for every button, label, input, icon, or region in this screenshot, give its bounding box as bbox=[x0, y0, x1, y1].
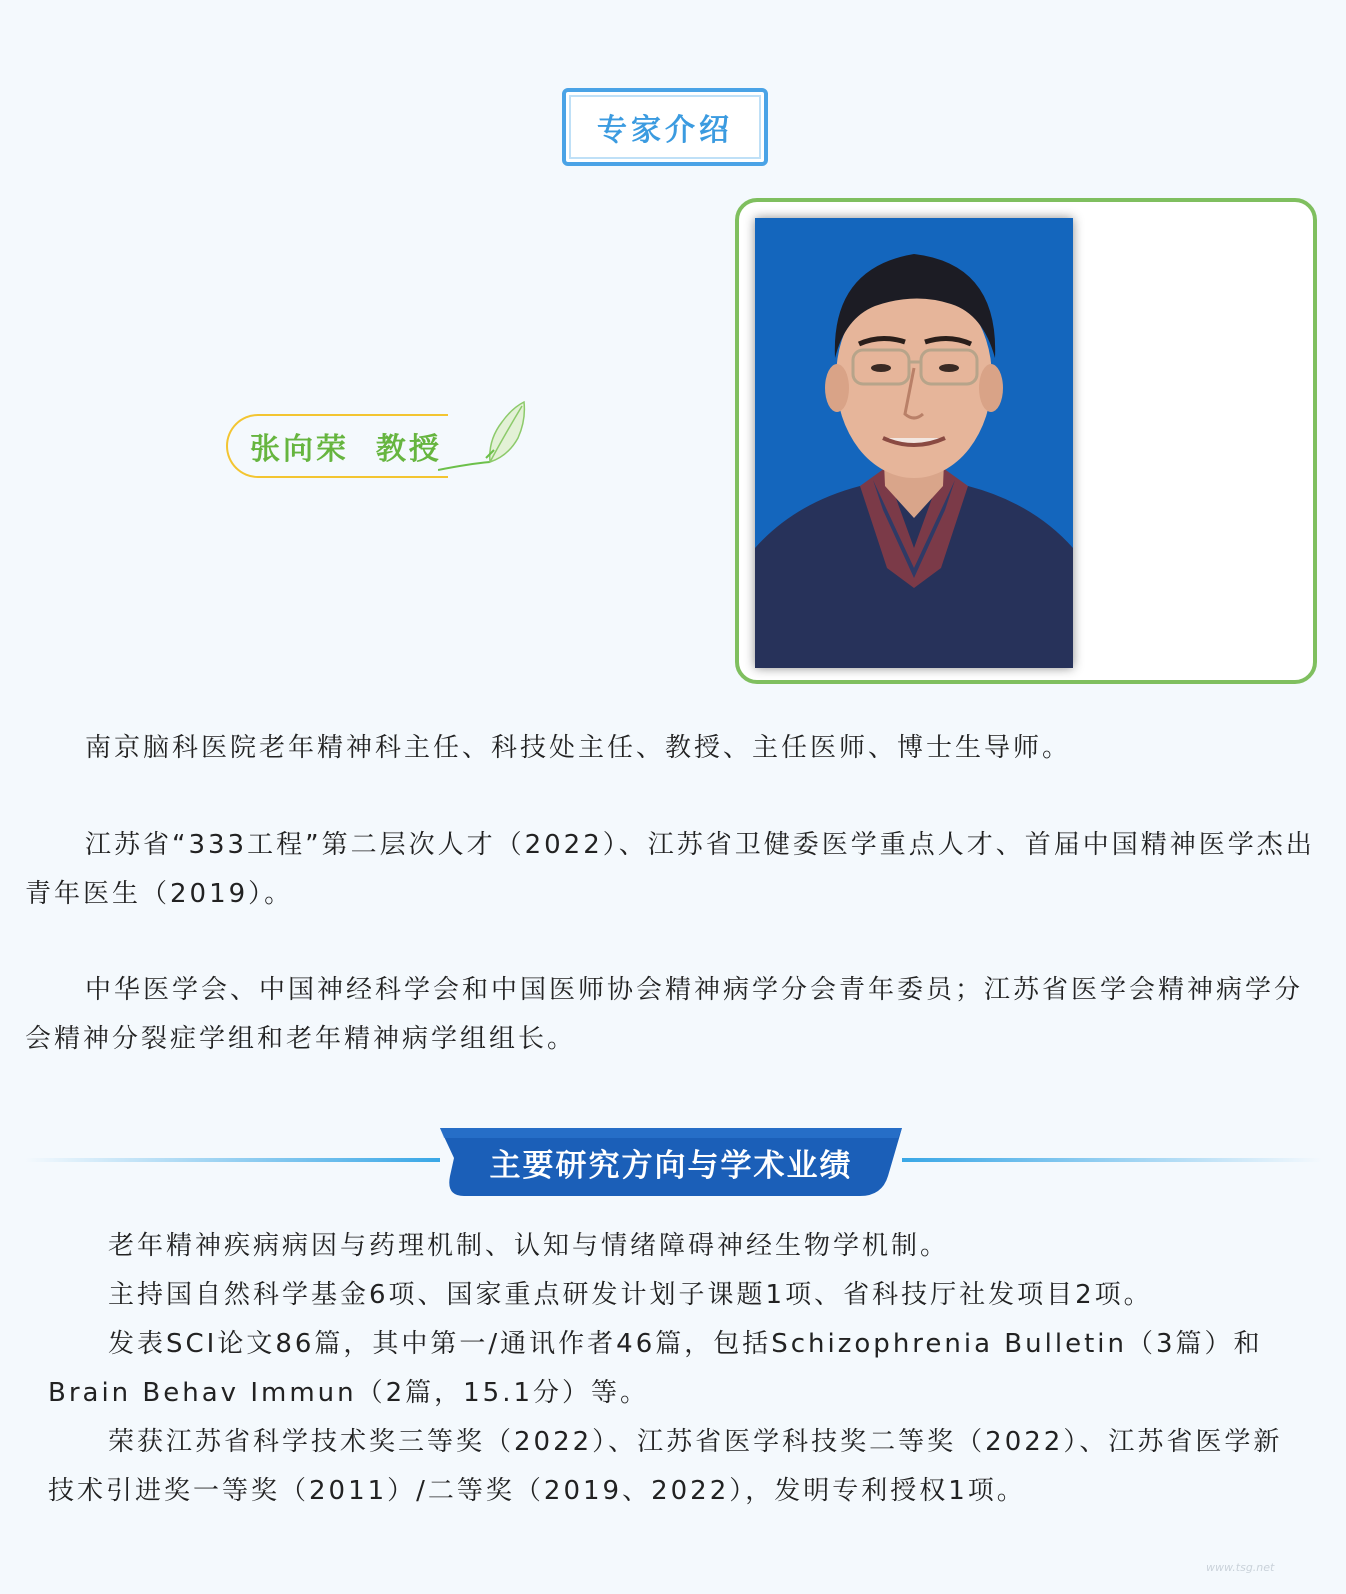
research-item-1: 老年精神疾病病因与药理机制、认知与情绪障碍神经生物学机制。 bbox=[108, 1231, 950, 1261]
portrait-image bbox=[755, 218, 1073, 668]
expert-photo bbox=[755, 218, 1073, 668]
bio-paragraph-1: 南京脑科医院老年精神科主任、科技处主任、教授、主任医师、博士生导师。 bbox=[85, 733, 1072, 763]
bio-paragraph-3: 中华医学会、中国神经科学会和中国医师协会精神病学分会青年委员；江苏省医学会精神病学分会精神分裂症学组和老年精神病学组组长。 bbox=[25, 975, 1304, 1054]
banner-divider-right bbox=[902, 1158, 1322, 1162]
banner-divider-left bbox=[25, 1158, 440, 1162]
leaf-icon bbox=[438, 400, 538, 484]
research-banner bbox=[440, 1128, 902, 1196]
section-title-box bbox=[562, 88, 768, 166]
research-item-2: 主持国自然科学基金6项、国家重点研发计划子课题1项、省科技厅社发项目2项。 bbox=[108, 1280, 1153, 1310]
bio-paragraph-2: 江苏省“333工程”第二层次人才（2022）、江苏省卫健委医学重点人才、首届中国精神医学杰出青年医生（2019）。 bbox=[25, 830, 1315, 909]
watermark-text: www.tsg.net bbox=[1206, 1560, 1275, 1574]
watermark-logo bbox=[1206, 1552, 1336, 1582]
research-list bbox=[48, 1222, 1308, 1516]
research-title: 主要研究方向与学术业绩 bbox=[489, 1147, 853, 1184]
expert-name-tag bbox=[226, 414, 448, 478]
section-title: 专家介绍 bbox=[597, 113, 733, 148]
expert-name: 张向荣 教授 bbox=[250, 432, 442, 467]
research-item-3: 发表SCI论文86篇，其中第一/通讯作者46篇，包括Schizophrenia Bulletin（3篇）和Brain Behav Immun（2篇，15.1分）等。 bbox=[48, 1329, 1263, 1408]
research-item-4: 荣获江苏省科学技术奖三等奖（2022）、江苏省医学科技奖二等奖（2022）、江苏省医学新技术引进奖一等奖（2011）/二等奖（2019、2022），发明专利授权1项。 bbox=[48, 1427, 1283, 1506]
